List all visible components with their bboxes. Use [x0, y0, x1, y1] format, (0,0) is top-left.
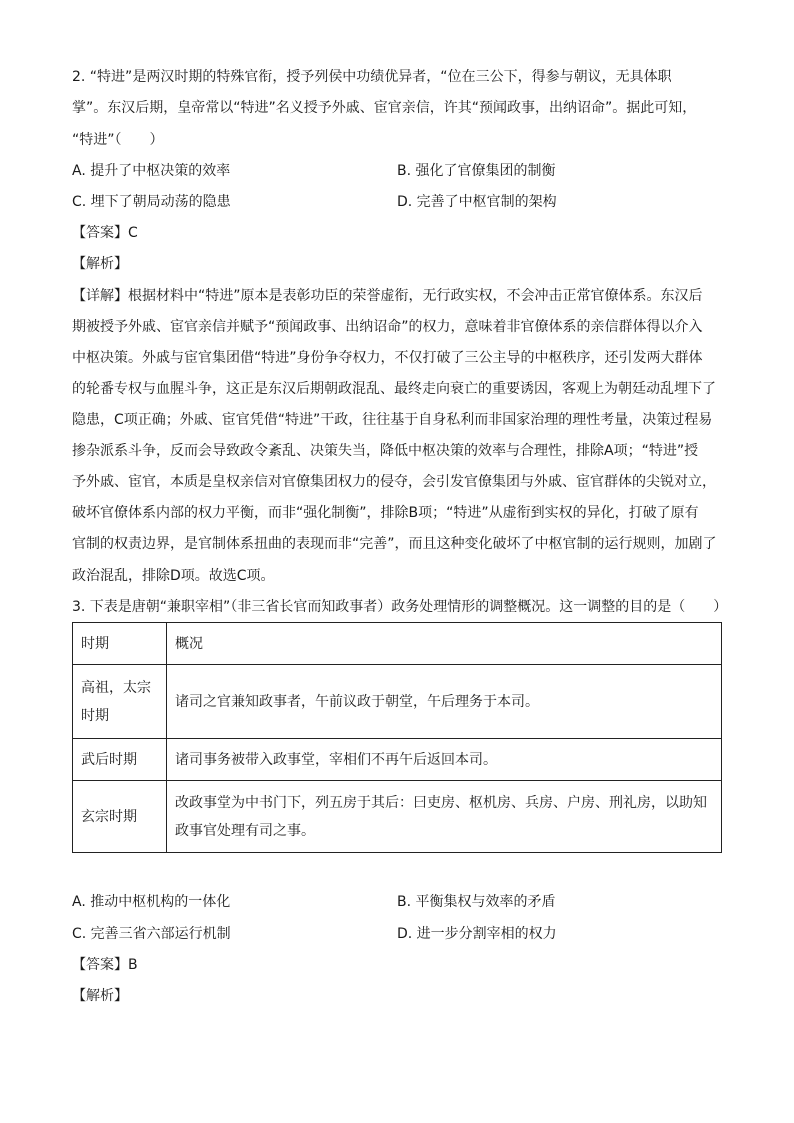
q2-detail-line-10: 政治混乱，排除D项。故选C项。: [72, 568, 275, 584]
q2-stem-line-2: 掌”。东汉后期，皇帝常以“特进”名义授予外戚、宦官亲信，许其“预闻政事，出纳诏命”。据此可知，: [72, 100, 697, 116]
q2-option-b: B. 强化了官僚集团的制衡: [397, 163, 556, 179]
table-header-row: [73, 623, 722, 665]
q2-stem-line-1: 2. “特进”是两汉时期的特殊官衔，授予列侯中功绩优异者，“位在三公下，得参与朝议，无具体职: [72, 69, 672, 85]
q2-option-a: A. 提升了中枢决策的效率: [72, 163, 231, 179]
q2-answer: 【答案】C: [72, 225, 138, 241]
q2-detail-line-1: 【详解】根据材料中“特进”原本是表彰功臣的荣誉虚衔，无行政实权，不会冲击正常官僚体系。东汉后: [72, 288, 703, 304]
q2-detail-line-5: 隐患，C项正确；外戚、宦官凭借“特进”干政，往往基于自身私利而非国家治理的理性考量，决策过程易: [72, 412, 713, 428]
row-period-cell: [73, 781, 167, 853]
q2-option-d: D. 完善了中枢官制的架构: [397, 194, 557, 210]
q2-detail-line-2: 期被授予外戚、宦官亲信并赋予“预闻政事、出纳诏命”的权力，意味着非官僚体系的亲信群体得以介入: [72, 319, 703, 335]
row-desc-line: 诸司事务被带入政事堂，宰相们不再午后返回本司。: [175, 751, 497, 768]
table-row: [73, 781, 722, 853]
row-period-cell: [73, 665, 167, 739]
q3-analysis-label: 【解析】: [72, 988, 128, 1004]
q2-detail-line-4: 的轮番专权与血腥斗争，这正是东汉后期朝政混乱、最终走向衰亡的重要诱因，客观上为朝廷动乱埋下了: [72, 381, 716, 397]
q3-answer: 【答案】B: [72, 957, 138, 973]
q2-detail-line-7: 予外戚、宦官，本质是皇权亲信对官僚集团权力的侵夺，会引发官僚集团与外戚、宦官群体的尖锐对立，: [72, 474, 716, 490]
q2-detail-line-3: 中枢决策。外戚与宦官集团借“特进”身份争夺权力，不仅打破了三公主导的中枢秩序，还引发两大群体: [72, 350, 703, 366]
row-period-line: 时期: [81, 707, 109, 724]
header-period: 时期: [73, 623, 167, 665]
q3-option-a: A. 推动中枢机构的一体化: [72, 894, 231, 910]
q3-table: [72, 622, 722, 853]
row-desc-line: 改政事堂为中书门下，列五房于其后：曰吏房、枢机房、兵房、户房、刑礼房，以助知: [175, 794, 707, 811]
q3-option-d: D. 进一步分割宰相的权力: [397, 926, 557, 942]
row-desc-line: 政事官处理有司之事。: [175, 822, 315, 839]
q2-detail-line-8: 破坏官僚体系内部的权力平衡，而非“强化制衡”，排除B项；“特进”从虚衔到实权的异化，打破了原有: [72, 505, 699, 521]
table-row: [73, 665, 722, 739]
row-period-line: 武后时期: [81, 751, 137, 768]
table-row: [73, 739, 722, 781]
row-desc-cell: [167, 665, 722, 739]
row-desc-cell: [167, 781, 722, 853]
q3-option-b: B. 平衡集权与效率的矛盾: [397, 894, 556, 910]
q3-stem: 3. 下表是唐朝“兼职宰相”（非三省长官而知政事者）政务处理情形的调整概况。这一调整的目的是（ ）: [72, 599, 728, 615]
row-period-cell: [73, 739, 167, 781]
header-overview: 概况: [167, 623, 722, 665]
q3-option-c: C. 完善三省六部运行机制: [72, 926, 231, 942]
row-desc-cell: [167, 739, 722, 781]
row-period-line: 玄宗时期: [81, 808, 137, 825]
q2-analysis-label: 【解析】: [72, 256, 128, 272]
q2-detail-line-6: 掺杂派系斗争，反而会导致政令紊乱、决策失当，降低中枢决策的效率与合理性，排除A项；“特进”授: [72, 443, 699, 459]
q2-detail-line-9: 官制的权责边界，是官制体系扭曲的表现而非“完善”，而且这种变化破坏了中枢官制的运行规则，加剧了: [72, 536, 717, 552]
row-period-line: 高祖，太宗: [81, 679, 151, 696]
q2-stem-line-3: “特进”（ ）: [72, 132, 164, 148]
q2-option-c: C. 埋下了朝局动荡的隐患: [72, 194, 231, 210]
row-desc-line: 诸司之官兼知政事者，午前议政于朝堂，午后理务于本司。: [175, 693, 539, 710]
